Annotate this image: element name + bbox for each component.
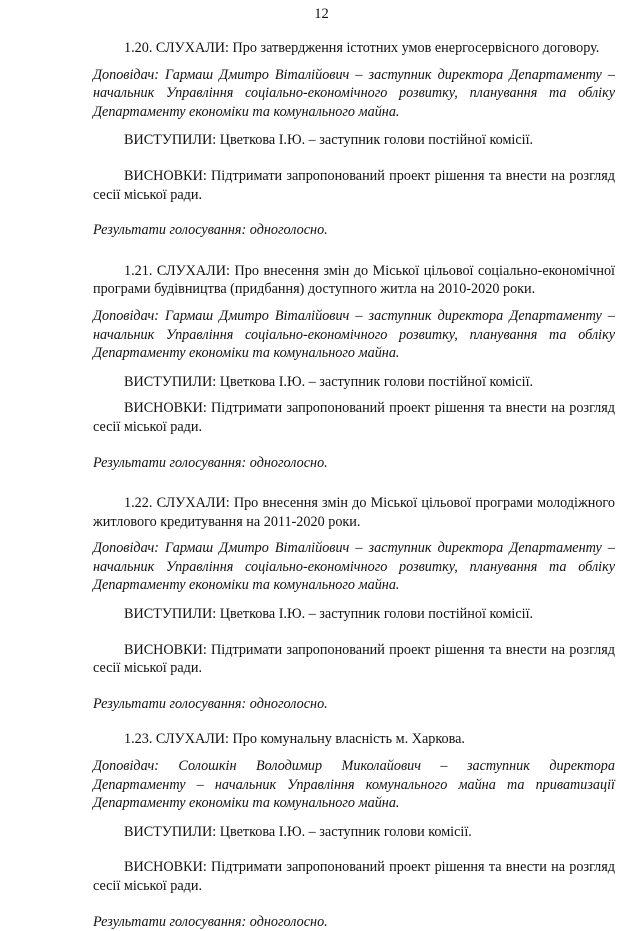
spoke-paragraph: ВИСТУПИЛИ: Цветкова І.Ю. – заступник голови постійної комісії. — [124, 132, 534, 149]
vote-result: Результати голосування: одноголосно. — [93, 913, 328, 930]
conclusion-paragraph: ВИСНОВКИ: Підтримати запропонований проект рішення та внести на розгляд сесії міської ради. — [93, 167, 615, 203]
agenda-item-1-23 — [93, 730, 615, 931]
speaker-paragraph: Доповідач: Солошкін Володимир Миколайович – заступник директора Департаменту – начальник Управління комунального майна та приватизації Департаменту економіки та комунального майна. — [93, 758, 615, 812]
vote-result: Результати голосування: одноголосно. — [93, 454, 328, 471]
page-number: 12 — [314, 6, 329, 22]
agenda-heading: 1.21. СЛУХАЛИ: Про внесення змін до Міської цільової соціально-економічної програми будівництва (придбання) доступного житла на 2010-2020 роки. — [93, 262, 615, 298]
spoke-paragraph: ВИСТУПИЛИ: Цветкова І.Ю. – заступник голови комісії. — [124, 823, 472, 840]
agenda-heading: 1.23. СЛУХАЛИ: Про комунальну власність м. Харкова. — [124, 731, 465, 748]
spoke-paragraph: ВИСТУПИЛИ: Цветкова І.Ю. – заступник голови постійної комісії. — [124, 606, 534, 623]
vote-result: Результати голосування: одноголосно. — [93, 222, 328, 239]
agenda-item-1-20 — [93, 39, 615, 240]
speaker-paragraph: Доповідач: Гармаш Дмитро Віталійович – заступник директора Департаменту – начальник Управління соціально-економічного розвитку, планування та обліку Департаменту економіки та комунального майна. — [93, 307, 615, 362]
conclusion-paragraph: ВИСНОВКИ: Підтримати запропонований проект рішення та внести на розгляд сесії міської ради. — [93, 400, 615, 435]
spoke-paragraph: ВИСТУПИЛИ: Цветкова І.Ю. – заступник голови постійної комісії. — [124, 373, 534, 390]
vote-result: Результати голосування: одноголосно. — [93, 695, 328, 712]
conclusion-paragraph: ВИСНОВКИ: Підтримати запропонований проект рішення та внести на розгляд сесії міської ради. — [93, 641, 615, 677]
agenda-item-1-21 — [93, 262, 615, 472]
conclusion-paragraph: ВИСНОВКИ: Підтримати запропонований проект рішення та внести на розгляд сесії міської ради. — [93, 859, 615, 894]
speaker-paragraph: Доповідач: Гармаш Дмитро Віталійович – заступник директора Департаменту – начальник Управління соціально-економічного розвитку, планування та обліку Департаменту економіки та комунального майна. — [93, 66, 615, 120]
agenda-heading: 1.22. СЛУХАЛИ: Про внесення змін до Міської цільової програми молодіжного житлового кредитування на 2011-2020 роки. — [93, 495, 615, 530]
agenda-heading: 1.20. СЛУХАЛИ: Про затвердження істотних умов енергосервісного договору. — [124, 40, 600, 56]
agenda-item-1-22 — [93, 494, 615, 713]
speaker-paragraph: Доповідач: Гармаш Дмитро Віталійович – заступник директора Департаменту – начальник Управління соціально-економічного розвитку, планування та обліку Департаменту економіки та комунального майна. — [93, 540, 615, 594]
page-content — [93, 39, 615, 931]
